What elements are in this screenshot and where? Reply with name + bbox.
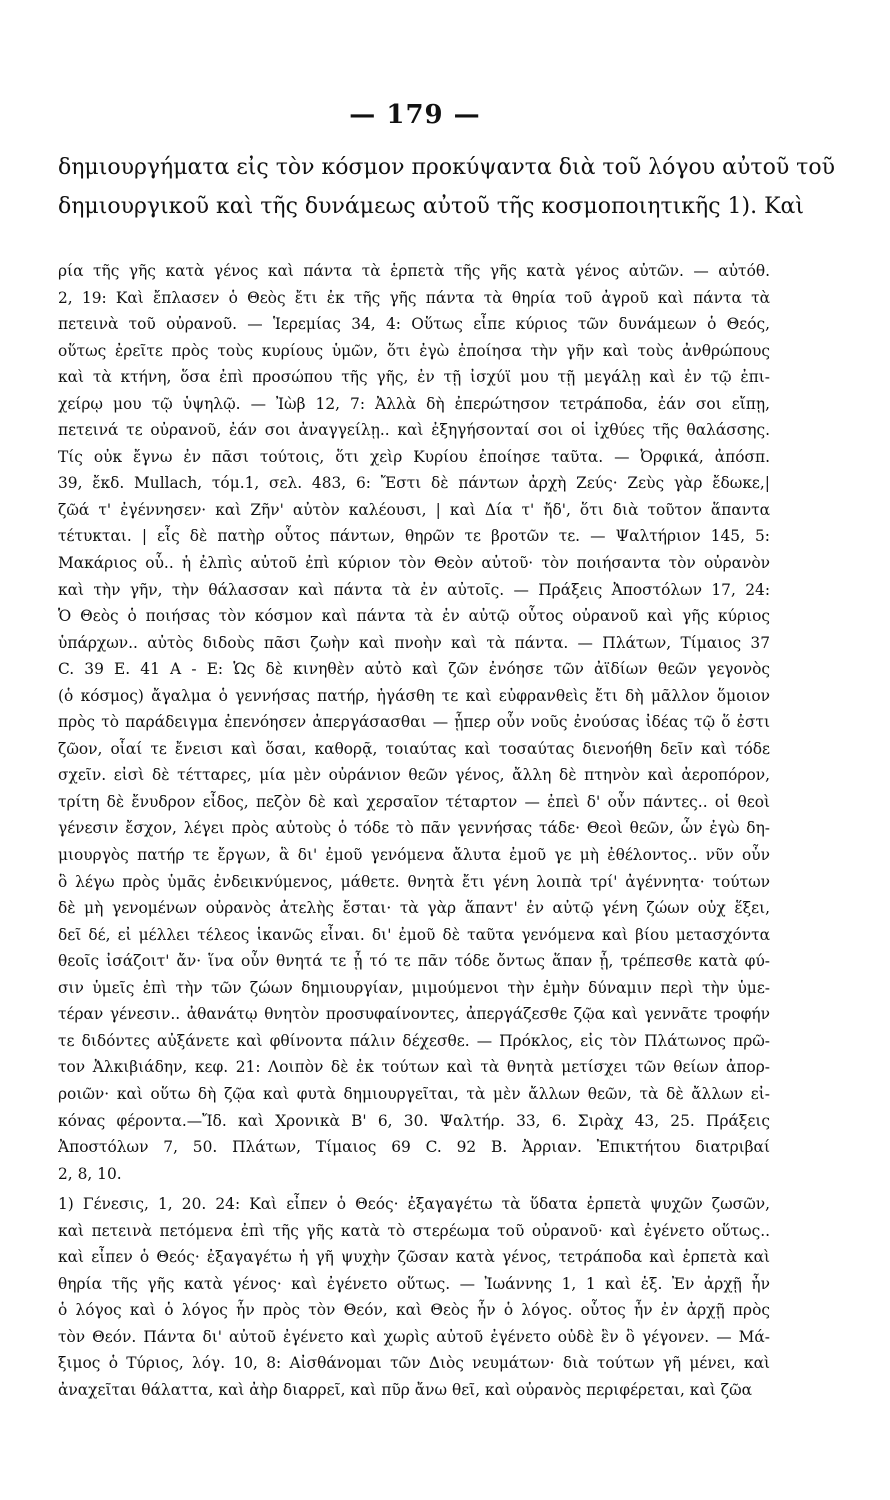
footnote-line: θηρία τῆς γῆς κατὰ γένος· καὶ ἐγένετο οὕτως. — Ἰωάννης 1, 1 καὶ ἑξ. Ἐν ἀρχῇ ἦν [58, 1274, 770, 1293]
footnote-line: θεοῖς ἰσάζοιτ' ἄν· ἵνα οὖν θνητά τε ᾖ τό τε πᾶν τόδε ὄντως ἅπαν ᾖ, τρέπεσθε κατὰ φύ- [58, 952, 770, 971]
footnote-line: καὶ τὰ κτήνη, ὅσα ἐπὶ προσώπου τῆς γῆς, ἐν τῇ ἰσχύϊ μου τῇ μεγάλῃ καὶ ἐν τῷ ἐπι- [58, 368, 770, 387]
footnote-line: Μακάριος οὗ.. ἡ ἐλπὶς αὐτοῦ ἐπὶ κύριον τὸν Θεὸν αὐτοῦ· τὸν ποιήσαντα τὸν οὐρανὸν [58, 554, 770, 573]
footnote-line: τον Ἀλκιβιάδην, κεφ. 21: Λοιπὸν δὲ ἐκ τούτων καὶ τὰ θνητὰ μετίσχει τῶν θείων ἀπορ- [58, 1058, 770, 1077]
footnote-line: σιν ὑμεῖς ἐπὶ τὴν τῶν ζώων δημιουργίαν, μιμούμενοι τὴν ἐμὴν δύναμιν περὶ τὴν ὑμε- [58, 978, 770, 997]
footnote-line: ζῶά τ' ἐγέννησεν· καὶ Ζῆν' αὐτὸν καλέουσι, | καὶ Δία τ' ἤδ', ὅτι διὰ τοῦτον ἅπαντα [58, 500, 770, 519]
main-text-line: δημιουργικοῦ καὶ τῆς δυνάμεως αὐτοῦ τῆς κοσμοποιητικῆς 1). Καὶ [58, 194, 805, 219]
page-number: — 179 — [349, 100, 481, 130]
footnote-line: τρίτη δὲ ἔνυδρον εἶδος, πεζὸν δὲ καὶ χερσαῖον τέταρτον — ἐπεὶ δ' οὖν πάντες.. οἱ θεοὶ [58, 792, 770, 811]
main-text [58, 148, 835, 226]
footnote-line: δὲ μὴ γενομένων οὐρανὸς ἀτελὴς ἔσται· τὰ γὰρ ἅπαντ' ἐν αὐτῷ γένη ζώων οὐχ ἕξει, [58, 899, 770, 918]
footnote-line: ὃ λέγω πρὸς ὑμᾶς ἐνδεικνύμενος, μάθετε. θνητὰ ἔτι γένη λοιπὰ τρί' ἀγέννητα· τούτων [58, 872, 770, 891]
footnote-line: οὕτως ἐρεῖτε πρὸς τοὺς κυρίους ὑμῶν, ὅτι ἐγὼ ἐποίησα τὴν γῆν καὶ τοὺς ἀνθρώπους [58, 341, 770, 360]
footnote-line: ροιῶν· καὶ οὕτω δὴ ζῷα καὶ φυτὰ δημιουργεῖται, τὰ μὲν ἄλλων θεῶν, τὰ δὲ ἄλλων εἰ- [58, 1084, 770, 1103]
footnote-line: C. 39 E. 41 A - E: Ὡς δὲ κινηθὲν αὐτὸ καὶ ζῶν ἐνόησε τῶν ἀϊδίων θεῶν γεγονὸς [58, 660, 770, 679]
continued-footnote [58, 258, 770, 1187]
footnote-line: γένεσιν ἔσχον, λέγει πρὸς αὐτοὺς ὁ τόδε τὸ πᾶν γεννήσας τάδε· Θεοὶ θεῶν, ὧν ἐγὼ δη- [58, 819, 770, 838]
footnote-line: ἀναχεῖται θάλαττα, καὶ ἀὴρ διαρρεῖ, καὶ πῦρ ἄνω θεῖ, καὶ οὐρανὸς περιφέρεται, καὶ ζῶα [58, 1380, 753, 1399]
footnote-line: τὸν Θεόν. Πάντα δι' αὐτοῦ ἐγένετο καὶ χωρὶς αὐτοῦ ἐγένετο οὐδὲ ἓν ὃ γέγονεν. — Μά- [58, 1327, 770, 1346]
footnote-line: σχεῖν. εἰσὶ δὲ τέτταρες, μία μὲν οὐράνιον θεῶν γένος, ἄλλη δὲ πτηνὸν καὶ ἀεροπόρον, [58, 766, 770, 785]
footnote-line: 2, 19: Καὶ ἔπλασεν ὁ Θεὸς ἔτι ἐκ τῆς γῆς πάντα τὰ θηρία τοῦ ἀγροῦ καὶ πάντα τὰ [58, 288, 770, 307]
footnote-line: Ἀποστόλων 7, 50. Πλάτων, Τίμαιος 69 C. 92 B. Ἀρριαν. Ἐπικτήτου διατριβαί [58, 1138, 770, 1157]
footnote-1 [58, 1191, 770, 1403]
footnote-line: 1) Γένεσις, 1, 20. 24: Καὶ εἶπεν ὁ Θεός· ἐξαγαγέτω τὰ ὕδατα ἑρπετὰ ψυχῶν ζωσῶν, [58, 1195, 770, 1214]
footnote-line: 2, 8, 10. [58, 1164, 122, 1183]
footnote-line: πρὸς τὸ παράδειγμα ἐπενόησεν ἀπεργάσασθαι — ᾗπερ οὖν νοῦς ἐνούσας ἰδέας τῷ ὅ ἐστι [58, 713, 770, 732]
footnote-line: καὶ εἶπεν ὁ Θεός· ἐξαγαγέτω ἡ γῆ ψυχὴν ζῶσαν κατὰ γένος, τετράποδα καὶ ἑρπετὰ καὶ [58, 1248, 770, 1267]
footnote-line: (ὁ κόσμος) ἄγαλμα ὁ γεννήσας πατήρ, ἠγάσθη τε καὶ εὐφρανθεὶς ἔτι δὴ μᾶλλον ὅμοιον [58, 686, 770, 705]
footnote-line: ὁ λόγος καὶ ὁ λόγος ἦν πρὸς τὸν Θεόν, καὶ Θεὸς ἦν ὁ λόγος. οὗτος ἦν ἐν ἀρχῇ πρὸς [58, 1301, 770, 1320]
footnote-line: ξιμος ὁ Τύριος, λόγ. 10, 8: Αἰσθάνομαι τῶν Διὸς νευμάτων· διὰ τούτων γῆ μένει, καὶ [58, 1354, 770, 1373]
main-text-line: δημιουργήματα εἰς τὸν κόσμον προκύψαντα διὰ τοῦ λόγου αὐτοῦ τοῦ [58, 155, 835, 180]
footnote-line: ρία τῆς γῆς κατὰ γένος καὶ πάντα τὰ ἑρπετὰ τῆς γῆς κατὰ γένος αὐτῶν. — αὐτόθ. [58, 262, 770, 280]
footnote-line: 39, ἔκδ. Mullach, τόμ.1, σελ. 483, 6: Ἔστι δὲ πάντων ἀρχὴ Ζεύς· Ζεὺς γὰρ ἔδωκε,| [58, 474, 770, 493]
footnote-line: ζῶον, οἷαί τε ἔνεισι καὶ ὅσαι, καθορᾷ, τοιαύτας καὶ τοσαύτας διενοήθη δεῖν καὶ τόδε [58, 739, 770, 758]
footnote-line: ὑπάρχων.. αὐτὸς διδοὺς πᾶσι ζωὴν καὶ πνοὴν καὶ τὰ πάντα. — Πλάτων, Τίμαιος 37 [58, 633, 770, 652]
footnote-line: μιουργὸς πατήρ τε ἔργων, ἃ δι' ἐμοῦ γενόμενα ἄλυτα ἐμοῦ γε μὴ ἐθέλοντος.. νῦν οὖν [58, 846, 770, 865]
footnote-line: δεῖ δέ, εἰ μέλλει τέλεος ἱκανῶς εἶναι. δι' ἐμοῦ δὲ ταῦτα γενόμενα καὶ βίου μετασχόντα [58, 925, 770, 944]
footnote-line: Ὁ Θεὸς ὁ ποιήσας τὸν κόσμον καὶ πάντα τὰ ἐν αὐτῷ οὗτος οὐρανοῦ καὶ γῆς κύριος [58, 607, 770, 626]
footnote-line: κόνας φέροντα.—Ἴδ. καὶ Χρονικὰ Β' 6, 30. Ψαλτήρ. 33, 6. Σιρὰχ 43, 25. Πράξεις [58, 1111, 770, 1130]
footnote-line: τέραν γένεσιν.. ἀθανάτῳ θνητὸν προσυφαίνοντες, ἀπεργάζεσθε ζῷα καὶ γεννᾶτε τροφήν [58, 1005, 770, 1024]
footnote-line: καὶ πετεινὰ πετόμενα ἐπὶ τῆς γῆς κατὰ τὸ στερέωμα τοῦ οὐρανοῦ· καὶ ἐγένετο οὕτως.. [58, 1221, 770, 1240]
footnote-line: πετεινὰ τοῦ οὐρανοῦ. — Ἱερεμίας 34, 4: Οὕτως εἶπε κύριος τῶν δυνάμεων ὁ Θεός, [58, 315, 770, 334]
footnotes [58, 258, 770, 1404]
footnote-line: τέτυκται. | εἷς δὲ πατὴρ οὗτος πάντων, θηρῶν τε βροτῶν τε. — Ψαλτήριον 145, 5: [58, 527, 770, 546]
footnote-line: πετεινά τε οὐρανοῦ, ἐάν σοι ἀναγγείλῃ.. καὶ ἐξηγήσονταί σοι οἱ ἰχθύες τῆς θαλάσσης. [58, 421, 770, 440]
footnote-line: χείρῳ μου τῷ ὑψηλῷ. — Ἰὼβ 12, 7: Ἀλλὰ δὴ ἐπερώτησον τετράποδα, ἐάν σοι εἴπῃ, [58, 394, 770, 413]
footnote-line: τε διδόντες αὐξάνετε καὶ φθίνοντα πάλιν δέχεσθε. — Πρόκλος, εἰς τὸν Πλάτωνος πρῶ- [58, 1031, 770, 1050]
footnote-line: Τίς οὐκ ἔγνω ἐν πᾶσι τούτοις, ὅτι χεὶρ Κυρίου ἐποίησε ταῦτα. — Ὀρφικά, ἀπόσπ. [58, 447, 770, 466]
footnote-line: καὶ τὴν γῆν, τὴν θάλασσαν καὶ πάντα τὰ ἐν αὐτοῖς. — Πράξεις Ἀποστόλων 17, 24: [58, 580, 770, 599]
